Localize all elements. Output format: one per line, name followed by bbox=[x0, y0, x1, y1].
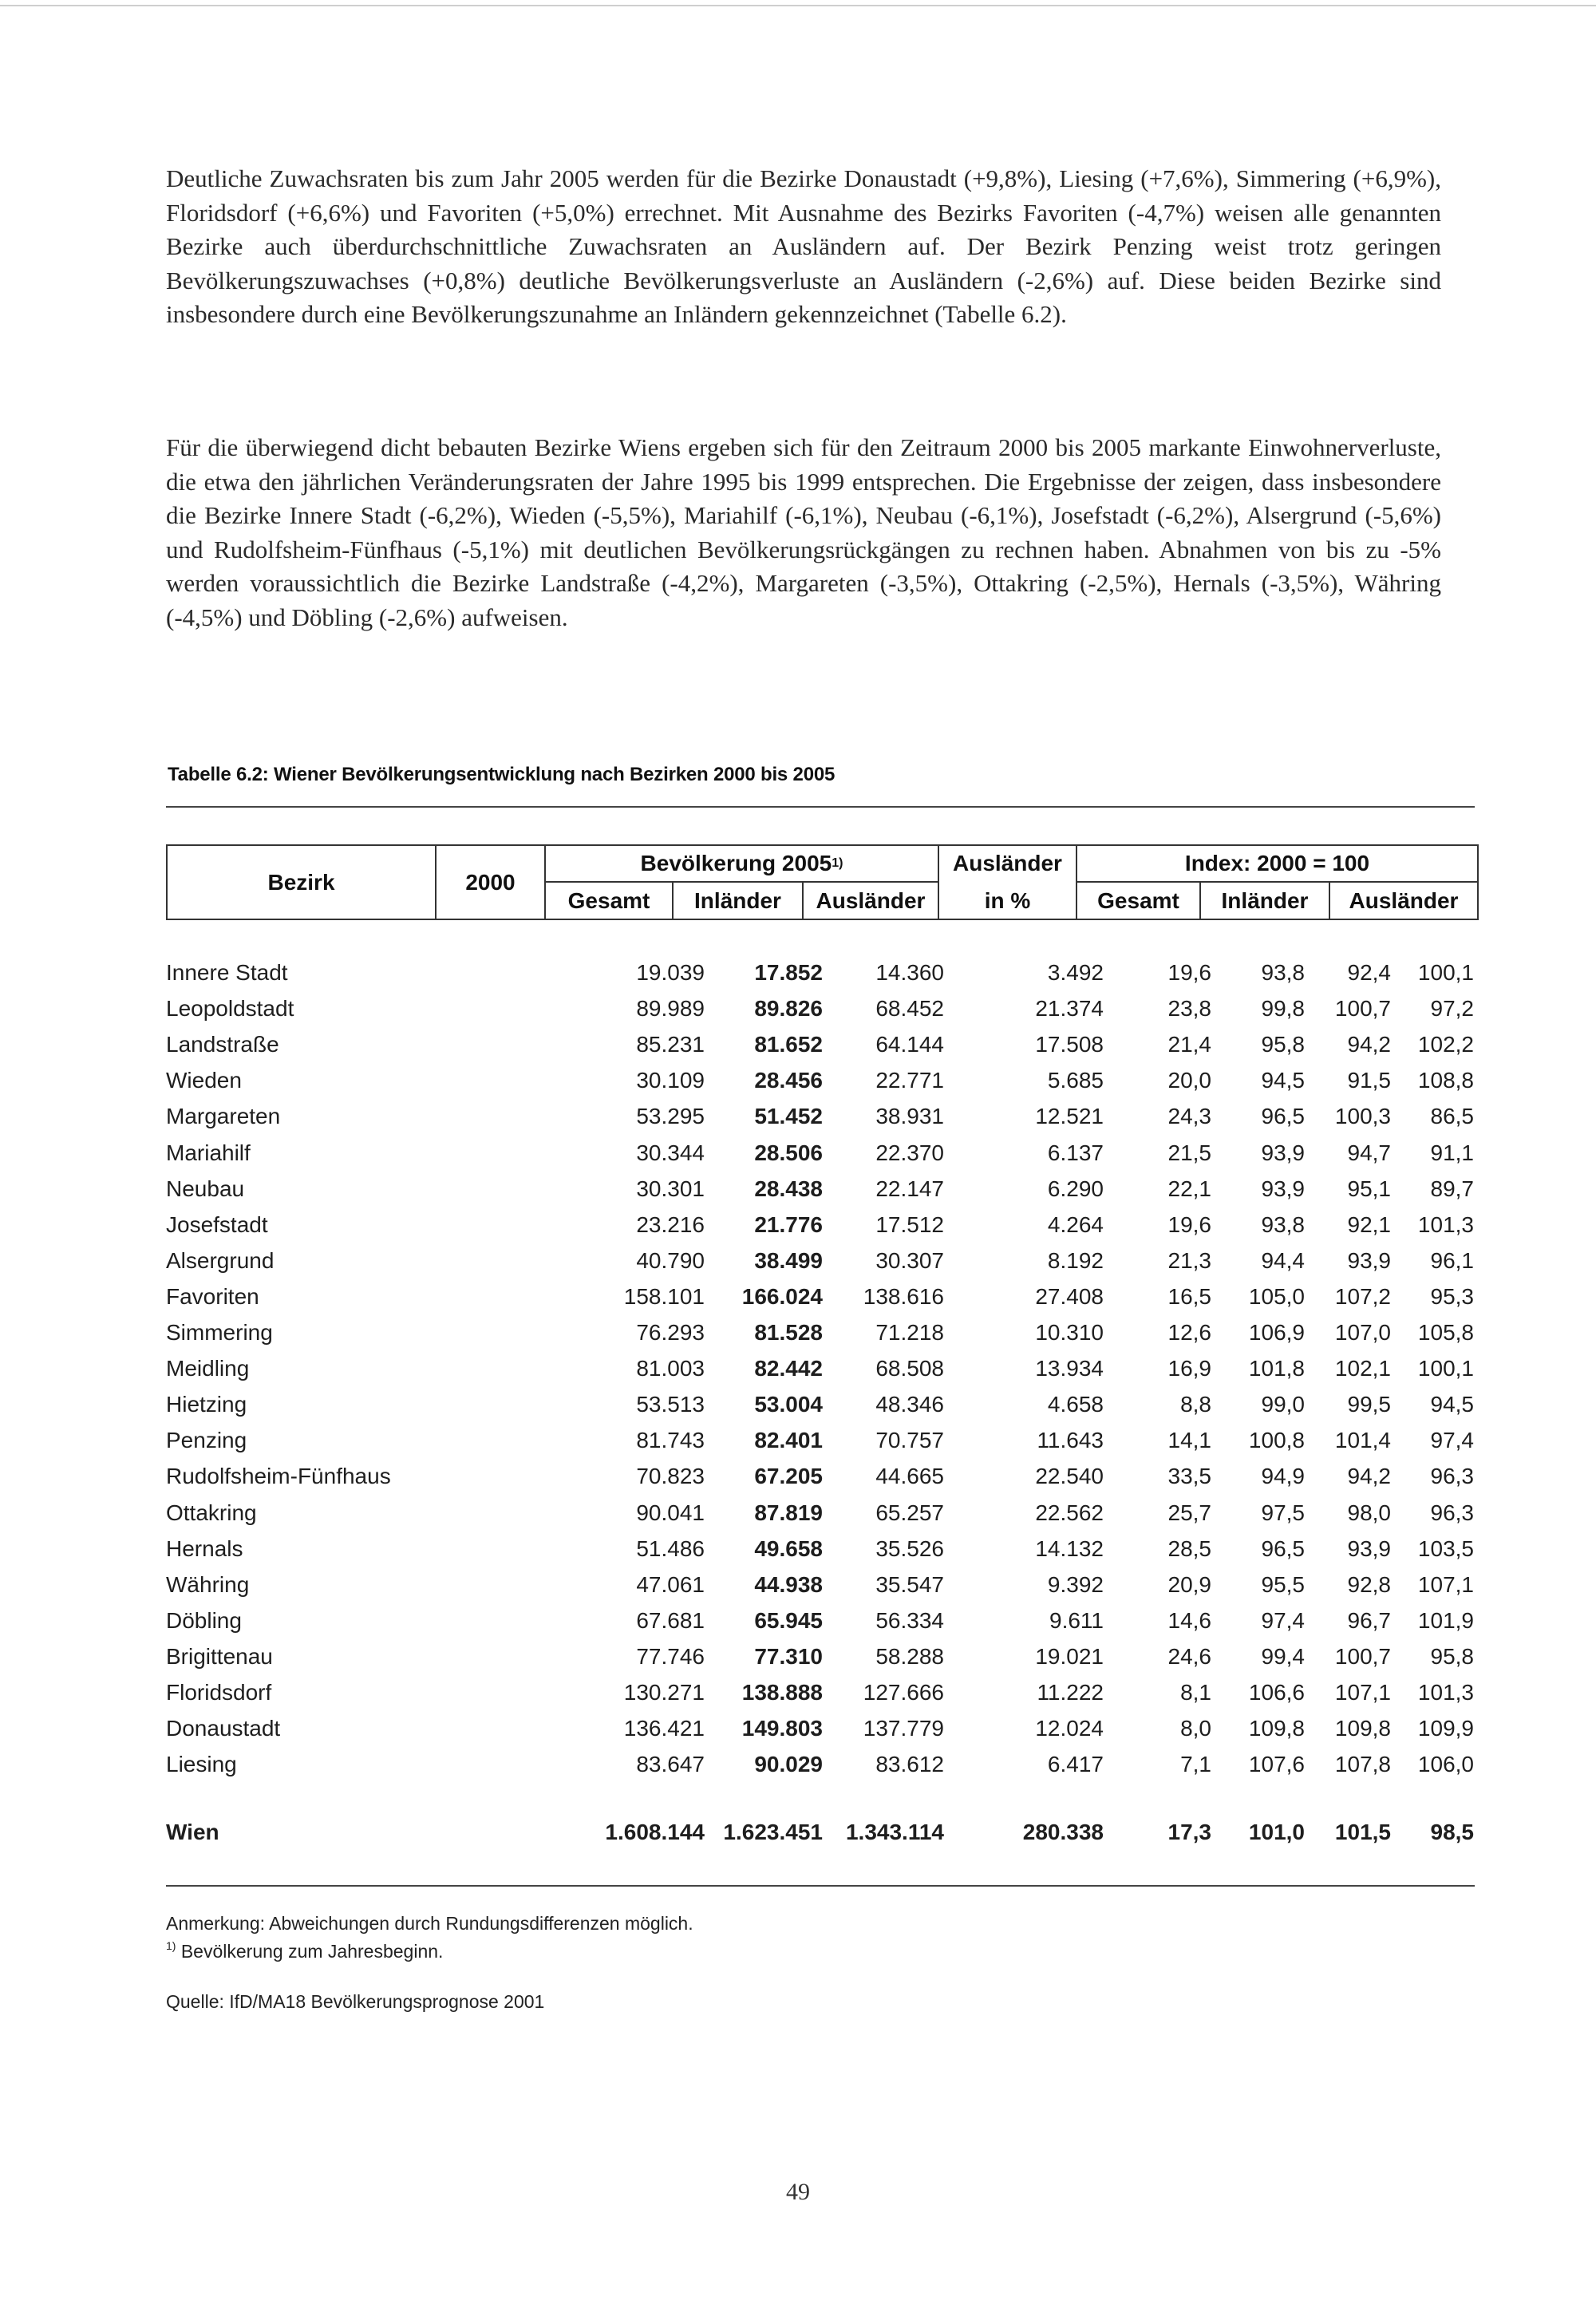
cell-index-gesamt: 106,6 bbox=[1248, 1680, 1305, 1705]
cell-bev-auslaender: 11.222 bbox=[1037, 1680, 1104, 1705]
cell-index-gesamt: 99,8 bbox=[1261, 996, 1305, 1021]
cell-index-gesamt: 96,5 bbox=[1261, 1536, 1305, 1561]
cell-index-inlaender: 107,1 bbox=[1334, 1680, 1391, 1705]
table-row bbox=[166, 960, 1479, 995]
cell-bev-inlaender: 58.288 bbox=[875, 1644, 944, 1669]
cell-bev-auslaender: 5.685 bbox=[1047, 1068, 1104, 1093]
cell-auslaender-pct: 8,8 bbox=[1180, 1392, 1211, 1417]
cell-index-auslaender: 100,1 bbox=[1417, 1356, 1474, 1381]
cell-2000: 70.823 bbox=[636, 1464, 705, 1488]
cell-index-inlaender: 100,3 bbox=[1334, 1104, 1391, 1128]
cell-index-auslaender: 100,1 bbox=[1417, 960, 1474, 985]
cell-2000: 89.989 bbox=[636, 996, 705, 1021]
cell-index-inlaender: 102,1 bbox=[1334, 1356, 1391, 1381]
cell-bezirk: Währing bbox=[166, 1572, 250, 1597]
cell-index-gesamt: 93,8 bbox=[1261, 1212, 1305, 1237]
cell-index-auslaender: 109,9 bbox=[1417, 1716, 1474, 1741]
cell-index-auslaender: 107,1 bbox=[1417, 1572, 1474, 1597]
cell-bev-gesamt: 166.024 bbox=[741, 1284, 823, 1309]
cell-2000: 53.513 bbox=[636, 1392, 705, 1417]
cell-bezirk: Alsergrund bbox=[166, 1248, 275, 1273]
cell-index-gesamt: 94,5 bbox=[1261, 1068, 1305, 1093]
cell-auslaender-pct: 21,5 bbox=[1167, 1140, 1211, 1165]
cell-bev-auslaender: 27.408 bbox=[1035, 1284, 1104, 1309]
cell-index-auslaender: 96,1 bbox=[1430, 1248, 1474, 1273]
cell-bev-inlaender: 38.931 bbox=[875, 1104, 944, 1128]
cell-bev-inlaender: 35.547 bbox=[875, 1572, 944, 1597]
scan-top-edge bbox=[0, 5, 1596, 6]
cell-bev-gesamt: 51.452 bbox=[754, 1104, 823, 1128]
cell-index-gesamt: 93,9 bbox=[1261, 1140, 1305, 1165]
cell-index-auslaender: 106,0 bbox=[1417, 1752, 1474, 1776]
cell-auslaender-pct: 7,1 bbox=[1180, 1752, 1211, 1776]
header-auslaender-pct-line1: Ausländer bbox=[953, 851, 1062, 875]
cell-auslaender-pct: 14,1 bbox=[1167, 1428, 1211, 1452]
cell-bezirk: Favoriten bbox=[166, 1284, 259, 1309]
cell-bev-auslaender: 6.417 bbox=[1047, 1752, 1104, 1776]
cell-index-auslaender: 97,2 bbox=[1430, 996, 1474, 1021]
cell-index-inlaender: 94,2 bbox=[1347, 1464, 1391, 1488]
table-row bbox=[166, 1392, 1479, 1427]
cell-bev-auslaender: 21.374 bbox=[1035, 996, 1104, 1021]
cell-2000: 40.790 bbox=[636, 1248, 705, 1273]
cell-bezirk: Hernals bbox=[166, 1536, 243, 1561]
table-remark: Anmerkung: Abweichungen durch Rundungsdifferenzen möglich. bbox=[166, 1913, 693, 1934]
table-row bbox=[166, 1140, 1479, 1176]
cell-bev-inlaender: 48.346 bbox=[875, 1392, 944, 1417]
footnote-text: Bevölkerung zum Jahresbeginn. bbox=[176, 1941, 444, 1962]
cell-index-gesamt: 97,5 bbox=[1261, 1500, 1305, 1525]
cell-auslaender-pct: 25,7 bbox=[1167, 1500, 1211, 1525]
cell-index-gesamt: 95,5 bbox=[1261, 1572, 1305, 1597]
cell-2000: 85.231 bbox=[636, 1032, 705, 1057]
cell-bev-auslaender: 4.658 bbox=[1047, 1392, 1104, 1417]
cell-bev-gesamt: 38.499 bbox=[754, 1248, 823, 1273]
cell-bezirk: Simmering bbox=[166, 1320, 273, 1345]
table-row bbox=[166, 1428, 1479, 1463]
cell-bev-auslaender: 11.643 bbox=[1037, 1428, 1104, 1452]
table-row bbox=[166, 1284, 1479, 1319]
cell-auslaender-pct: 12,6 bbox=[1167, 1320, 1211, 1345]
table-row bbox=[166, 1032, 1479, 1067]
cell-bev-inlaender: 138.616 bbox=[863, 1284, 944, 1309]
cell-index-gesamt: 99,0 bbox=[1261, 1392, 1305, 1417]
cell-bev-gesamt: 81.528 bbox=[754, 1320, 823, 1345]
cell-index-gesamt: 93,9 bbox=[1261, 1176, 1305, 1201]
cell-auslaender-pct: 24,6 bbox=[1167, 1644, 1211, 1669]
header-index-inlaender: Inländer bbox=[1221, 887, 1309, 913]
cell-index-gesamt: 101,0 bbox=[1248, 1820, 1305, 1844]
cell-bev-gesamt: 1.623.451 bbox=[723, 1820, 823, 1844]
cell-bev-auslaender: 22.562 bbox=[1035, 1500, 1104, 1525]
cell-index-auslaender: 96,3 bbox=[1430, 1500, 1474, 1525]
table-row bbox=[166, 1644, 1479, 1679]
cell-auslaender-pct: 16,9 bbox=[1167, 1356, 1211, 1381]
cell-bev-gesamt: 28.456 bbox=[754, 1068, 823, 1093]
cell-index-inlaender: 98,0 bbox=[1347, 1500, 1391, 1525]
cell-auslaender-pct: 14,6 bbox=[1167, 1608, 1211, 1633]
cell-bev-inlaender: 17.512 bbox=[875, 1212, 944, 1237]
table-row bbox=[166, 1104, 1479, 1139]
cell-bev-auslaender: 12.521 bbox=[1035, 1104, 1104, 1128]
cell-2000: 30.109 bbox=[636, 1068, 705, 1093]
cell-index-inlaender: 93,9 bbox=[1347, 1248, 1391, 1273]
cell-bev-auslaender: 9.392 bbox=[1047, 1572, 1104, 1597]
table-row bbox=[166, 1212, 1479, 1247]
footnote-marker: 1) bbox=[832, 856, 843, 870]
cell-bev-inlaender: 14.360 bbox=[875, 960, 944, 985]
cell-index-auslaender: 101,9 bbox=[1417, 1608, 1474, 1633]
cell-bezirk: Döbling bbox=[166, 1608, 242, 1633]
cell-index-inlaender: 99,5 bbox=[1347, 1392, 1391, 1417]
table-total-row bbox=[166, 1820, 1479, 1855]
cell-index-inlaender: 107,2 bbox=[1334, 1284, 1391, 1309]
cell-2000: 76.293 bbox=[636, 1320, 705, 1345]
cell-bev-auslaender: 19.021 bbox=[1035, 1644, 1104, 1669]
table-row bbox=[166, 1572, 1479, 1607]
cell-bezirk: Margareten bbox=[166, 1104, 281, 1128]
cell-bev-auslaender: 8.192 bbox=[1047, 1248, 1104, 1273]
cell-bev-auslaender: 280.338 bbox=[1022, 1820, 1104, 1844]
cell-auslaender-pct: 8,1 bbox=[1180, 1680, 1211, 1705]
cell-bev-auslaender: 9.611 bbox=[1049, 1608, 1104, 1633]
header-bezirk: Bezirk bbox=[267, 869, 335, 895]
cell-bev-inlaender: 30.307 bbox=[875, 1248, 944, 1273]
cell-2000: 130.271 bbox=[623, 1680, 705, 1705]
cell-bev-inlaender: 44.665 bbox=[875, 1464, 944, 1488]
page-number: 49 bbox=[786, 2179, 810, 2205]
cell-index-inlaender: 101,4 bbox=[1334, 1428, 1391, 1452]
cell-auslaender-pct: 8,0 bbox=[1180, 1716, 1211, 1741]
cell-index-inlaender: 109,8 bbox=[1334, 1716, 1391, 1741]
cell-index-auslaender: 102,2 bbox=[1417, 1032, 1474, 1057]
cell-index-inlaender: 100,7 bbox=[1334, 996, 1391, 1021]
cell-2000: 19.039 bbox=[636, 960, 705, 985]
cell-bev-inlaender: 35.526 bbox=[875, 1536, 944, 1561]
cell-bev-gesamt: 65.945 bbox=[754, 1608, 823, 1633]
cell-index-gesamt: 93,8 bbox=[1261, 960, 1305, 985]
cell-auslaender-pct: 33,5 bbox=[1167, 1464, 1211, 1488]
table-row bbox=[166, 1464, 1479, 1499]
cell-bev-inlaender: 22.147 bbox=[875, 1176, 944, 1201]
cell-bev-auslaender: 6.137 bbox=[1047, 1140, 1104, 1165]
cell-2000: 158.101 bbox=[623, 1284, 705, 1309]
cell-bezirk: Hietzing bbox=[166, 1392, 247, 1417]
cell-index-gesamt: 107,6 bbox=[1248, 1752, 1305, 1776]
cell-2000: 53.295 bbox=[636, 1104, 705, 1128]
cell-bev-gesamt: 77.310 bbox=[754, 1644, 823, 1669]
cell-bev-inlaender: 22.771 bbox=[875, 1068, 944, 1093]
cell-bev-inlaender: 56.334 bbox=[875, 1608, 944, 1633]
cell-index-inlaender: 94,2 bbox=[1347, 1032, 1391, 1057]
table-top-rule bbox=[166, 806, 1475, 808]
cell-auslaender-pct: 20,9 bbox=[1167, 1572, 1211, 1597]
cell-index-auslaender: 98,5 bbox=[1430, 1820, 1474, 1844]
cell-bev-inlaender: 22.370 bbox=[875, 1140, 944, 1165]
cell-index-gesamt: 94,4 bbox=[1261, 1248, 1305, 1273]
cell-index-inlaender: 107,8 bbox=[1334, 1752, 1391, 1776]
cell-index-auslaender: 101,3 bbox=[1417, 1212, 1474, 1237]
paragraph-growth-districts: Deutliche Zuwachsraten bis zum Jahr 2005 werden für die Bezirke Donaustadt (+9,8%), Liesing (+7,6%), Simmering (+6,9%), Floridsdorf (+6,6%) und Favoriten (+5,0%) errechnet. Mit Ausnahme des Bezirks Favoriten (-4,7%) weisen alle genannten Bezirke auch überdurchschnittliche Zuwachsraten an Ausländern auf. Der Bezirk Penzing weist trotz geringen Bevölkerungszuwachses (+0,8%) deutliche Bevölkerungsverluste an Ausländern (-2,6%) auf. Diese beiden Bezirke sind insbesondere durch eine Bevölkerungszunahme an Inländern gekennzeichnet (Tabelle 6.2). bbox=[166, 164, 1441, 328]
table-bottom-rule bbox=[166, 1885, 1475, 1887]
cell-bev-gesamt: 53.004 bbox=[754, 1392, 823, 1417]
cell-auslaender-pct: 22,1 bbox=[1167, 1176, 1211, 1201]
cell-auslaender-pct: 16,5 bbox=[1167, 1284, 1211, 1309]
cell-2000: 1.608.144 bbox=[605, 1820, 705, 1844]
cell-auslaender-pct: 17,3 bbox=[1167, 1820, 1211, 1844]
cell-bev-auslaender: 3.492 bbox=[1047, 960, 1104, 985]
table-row bbox=[166, 1680, 1479, 1715]
cell-index-gesamt: 109,8 bbox=[1248, 1716, 1305, 1741]
cell-index-inlaender: 91,5 bbox=[1347, 1068, 1391, 1093]
cell-index-inlaender: 93,9 bbox=[1347, 1536, 1391, 1561]
table-row bbox=[166, 1356, 1479, 1391]
table-row bbox=[166, 1500, 1479, 1535]
cell-bev-auslaender: 17.508 bbox=[1035, 1032, 1104, 1057]
cell-index-gesamt: 106,9 bbox=[1248, 1320, 1305, 1345]
cell-bezirk: Leopoldstadt bbox=[166, 996, 294, 1021]
cell-bev-gesamt: 89.826 bbox=[754, 996, 823, 1021]
cell-2000: 30.301 bbox=[636, 1176, 705, 1201]
cell-bezirk: Meidling bbox=[166, 1356, 250, 1381]
cell-bev-gesamt: 82.442 bbox=[754, 1356, 823, 1381]
cell-bev-gesamt: 67.205 bbox=[754, 1464, 823, 1488]
cell-bev-auslaender: 22.540 bbox=[1035, 1464, 1104, 1488]
cell-index-auslaender: 103,5 bbox=[1417, 1536, 1474, 1561]
cell-2000: 136.421 bbox=[623, 1716, 705, 1741]
cell-bev-gesamt: 21.776 bbox=[754, 1212, 823, 1237]
cell-bezirk: Rudolfsheim-Fünfhaus bbox=[166, 1464, 391, 1488]
cell-bev-gesamt: 49.658 bbox=[754, 1536, 823, 1561]
cell-index-inlaender: 92,8 bbox=[1347, 1572, 1391, 1597]
cell-index-auslaender: 94,5 bbox=[1430, 1392, 1474, 1417]
table-row bbox=[166, 1068, 1479, 1103]
paragraph-declining-districts: Für die überwiegend dicht bebauten Bezirke Wiens ergeben sich für den Zeitraum 2000 bis 2005 markante Einwohnerverluste, die etwa den jährlichen Veränderungsraten der Jahre 1995 bis 1999 entsprechen. Die Ergebnisse der zeigen, dass insbesondere die Bezirke Innere Stadt (-6,2%), Wieden (-5,5%), Mariahilf (-6,1%), Neubau (-6,1%), Josefstadt (-6,2%), Alsergrund (-5,6%) und Rudolfsheim-Fünfhaus (-5,1%) mit deutlichen Bevölkerungsrückgängen zu rechnen haben. Abnahmen von bis zu -5% werden voraussichtlich die Bezirke Landstraße (-4,2%), Margareten (-3,5%), Ottakring (-2,5%), Hernals (-3,5%), Währing (-4,5%) und Döbling (-2,6%) aufweisen. bbox=[166, 433, 1441, 631]
cell-bev-gesamt: 28.438 bbox=[754, 1176, 823, 1201]
cell-bev-auslaender: 14.132 bbox=[1035, 1536, 1104, 1561]
table-row bbox=[166, 1176, 1479, 1211]
cell-index-gesamt: 97,4 bbox=[1261, 1608, 1305, 1633]
table-row bbox=[166, 1536, 1479, 1571]
cell-bezirk: Wien bbox=[166, 1820, 219, 1844]
cell-bezirk: Wieden bbox=[166, 1068, 242, 1093]
cell-bev-auslaender: 13.934 bbox=[1035, 1356, 1104, 1381]
header-index-auslaender: Ausländer bbox=[1349, 887, 1459, 913]
cell-2000: 81.743 bbox=[636, 1428, 705, 1452]
header-bevoelkerung-2005-label: Bevölkerung 2005 bbox=[640, 851, 832, 875]
cell-auslaender-pct: 24,3 bbox=[1167, 1104, 1211, 1128]
table-row bbox=[166, 1716, 1479, 1751]
cell-bezirk: Innere Stadt bbox=[166, 960, 288, 985]
cell-auslaender-pct: 19,6 bbox=[1167, 960, 1211, 985]
table-row bbox=[166, 1248, 1479, 1283]
cell-bev-inlaender: 70.757 bbox=[875, 1428, 944, 1452]
cell-2000: 77.746 bbox=[636, 1644, 705, 1669]
cell-index-inlaender: 92,1 bbox=[1347, 1212, 1391, 1237]
cell-bev-inlaender: 83.612 bbox=[875, 1752, 944, 1776]
cell-bev-gesamt: 82.401 bbox=[754, 1428, 823, 1452]
cell-auslaender-pct: 23,8 bbox=[1167, 996, 1211, 1021]
cell-2000: 83.647 bbox=[636, 1752, 705, 1776]
cell-index-auslaender: 91,1 bbox=[1430, 1140, 1474, 1165]
cell-index-gesamt: 105,0 bbox=[1248, 1284, 1305, 1309]
cell-index-auslaender: 105,8 bbox=[1417, 1320, 1474, 1345]
cell-bezirk: Floridsdorf bbox=[166, 1680, 272, 1705]
cell-bev-gesamt: 87.819 bbox=[754, 1500, 823, 1525]
cell-index-auslaender: 97,4 bbox=[1430, 1428, 1474, 1452]
cell-index-inlaender: 95,1 bbox=[1347, 1176, 1391, 1201]
cell-bev-auslaender: 10.310 bbox=[1035, 1320, 1104, 1345]
cell-bezirk: Josefstadt bbox=[166, 1212, 268, 1237]
cell-index-inlaender: 107,0 bbox=[1334, 1320, 1391, 1345]
cell-index-auslaender: 101,3 bbox=[1417, 1680, 1474, 1705]
cell-bezirk: Landstraße bbox=[166, 1032, 279, 1057]
cell-index-gesamt: 101,8 bbox=[1248, 1356, 1305, 1381]
cell-bev-inlaender: 68.508 bbox=[875, 1356, 944, 1381]
footnote-marker: 1) bbox=[166, 1939, 176, 1952]
cell-bev-gesamt: 149.803 bbox=[741, 1716, 823, 1741]
cell-index-auslaender: 96,3 bbox=[1430, 1464, 1474, 1488]
cell-bev-inlaender: 65.257 bbox=[875, 1500, 944, 1525]
cell-index-auslaender: 86,5 bbox=[1430, 1104, 1474, 1128]
cell-auslaender-pct: 20,0 bbox=[1167, 1068, 1211, 1093]
cell-index-gesamt: 99,4 bbox=[1261, 1644, 1305, 1669]
cell-bev-auslaender: 12.024 bbox=[1035, 1716, 1104, 1741]
cell-bev-gesamt: 28.506 bbox=[754, 1140, 823, 1165]
header-bevoelkerung-2005 bbox=[546, 846, 938, 881]
cell-index-gesamt: 96,5 bbox=[1261, 1104, 1305, 1128]
table-row bbox=[166, 1320, 1479, 1355]
cell-bezirk: Ottakring bbox=[166, 1500, 257, 1525]
cell-auslaender-pct: 21,3 bbox=[1167, 1248, 1211, 1273]
header-bev-inlaender: Inländer bbox=[694, 887, 781, 913]
table-caption: Tabelle 6.2: Wiener Bevölkerungsentwicklung nach Bezirken 2000 bis 2005 bbox=[168, 764, 836, 785]
cell-2000: 67.681 bbox=[636, 1608, 705, 1633]
cell-index-auslaender: 95,8 bbox=[1430, 1644, 1474, 1669]
table-row bbox=[166, 1608, 1479, 1643]
table-row bbox=[166, 996, 1479, 1031]
cell-index-gesamt: 95,8 bbox=[1261, 1032, 1305, 1057]
cell-bezirk: Liesing bbox=[166, 1752, 237, 1776]
cell-bev-gesamt: 138.888 bbox=[741, 1680, 823, 1705]
cell-index-gesamt: 100,8 bbox=[1248, 1428, 1305, 1452]
cell-2000: 23.216 bbox=[636, 1212, 705, 1237]
table-source: Quelle: IfD/MA18 Bevölkerungsprognose 2001 bbox=[166, 1991, 545, 2012]
cell-index-auslaender: 108,8 bbox=[1417, 1068, 1474, 1093]
header-auslaender-pct-line2: in % bbox=[984, 887, 1031, 913]
cell-bev-inlaender: 127.666 bbox=[863, 1680, 944, 1705]
table-row bbox=[166, 1752, 1479, 1787]
table-footnote bbox=[166, 1939, 443, 1962]
cell-bev-inlaender: 71.218 bbox=[875, 1320, 944, 1345]
cell-bev-inlaender: 137.779 bbox=[863, 1716, 944, 1741]
header-index-gesamt: Gesamt bbox=[1097, 887, 1179, 913]
cell-index-inlaender: 101,5 bbox=[1334, 1820, 1391, 1844]
header-bev-gesamt: Gesamt bbox=[567, 887, 650, 913]
cell-auslaender-pct: 19,6 bbox=[1167, 1212, 1211, 1237]
cell-auslaender-pct: 28,5 bbox=[1167, 1536, 1211, 1561]
header-bev-auslaender: Ausländer bbox=[816, 887, 926, 913]
cell-2000: 90.041 bbox=[636, 1500, 705, 1525]
cell-2000: 30.344 bbox=[636, 1140, 705, 1165]
cell-bezirk: Donaustadt bbox=[166, 1716, 281, 1741]
cell-bev-gesamt: 90.029 bbox=[754, 1752, 823, 1776]
cell-2000: 47.061 bbox=[636, 1572, 705, 1597]
cell-bev-inlaender: 68.452 bbox=[875, 996, 944, 1021]
cell-index-auslaender: 89,7 bbox=[1430, 1176, 1474, 1201]
cell-bezirk: Neubau bbox=[166, 1176, 245, 1201]
header-2000: 2000 bbox=[465, 869, 516, 895]
cell-bezirk: Penzing bbox=[166, 1428, 247, 1452]
cell-bezirk: Brigittenau bbox=[166, 1644, 273, 1669]
cell-index-inlaender: 94,7 bbox=[1347, 1140, 1391, 1165]
cell-auslaender-pct: 21,4 bbox=[1167, 1032, 1211, 1057]
cell-index-inlaender: 92,4 bbox=[1347, 960, 1391, 985]
table-header bbox=[166, 844, 1479, 920]
cell-bezirk: Mariahilf bbox=[166, 1140, 251, 1165]
cell-bev-gesamt: 81.652 bbox=[754, 1032, 823, 1057]
cell-bev-gesamt: 17.852 bbox=[754, 960, 823, 985]
cell-2000: 81.003 bbox=[636, 1356, 705, 1381]
cell-index-inlaender: 96,7 bbox=[1347, 1608, 1391, 1633]
cell-index-inlaender: 100,7 bbox=[1334, 1644, 1391, 1669]
cell-index-auslaender: 95,3 bbox=[1430, 1284, 1474, 1309]
cell-bev-inlaender: 1.343.114 bbox=[845, 1820, 944, 1844]
cell-index-gesamt: 94,9 bbox=[1261, 1464, 1305, 1488]
cell-bev-auslaender: 6.290 bbox=[1047, 1176, 1104, 1201]
cell-bev-inlaender: 64.144 bbox=[875, 1032, 944, 1057]
cell-bev-auslaender: 4.264 bbox=[1047, 1212, 1104, 1237]
header-index: Index: 2000 = 100 bbox=[1184, 851, 1370, 875]
cell-2000: 51.486 bbox=[636, 1536, 705, 1561]
cell-bev-gesamt: 44.938 bbox=[754, 1572, 823, 1597]
